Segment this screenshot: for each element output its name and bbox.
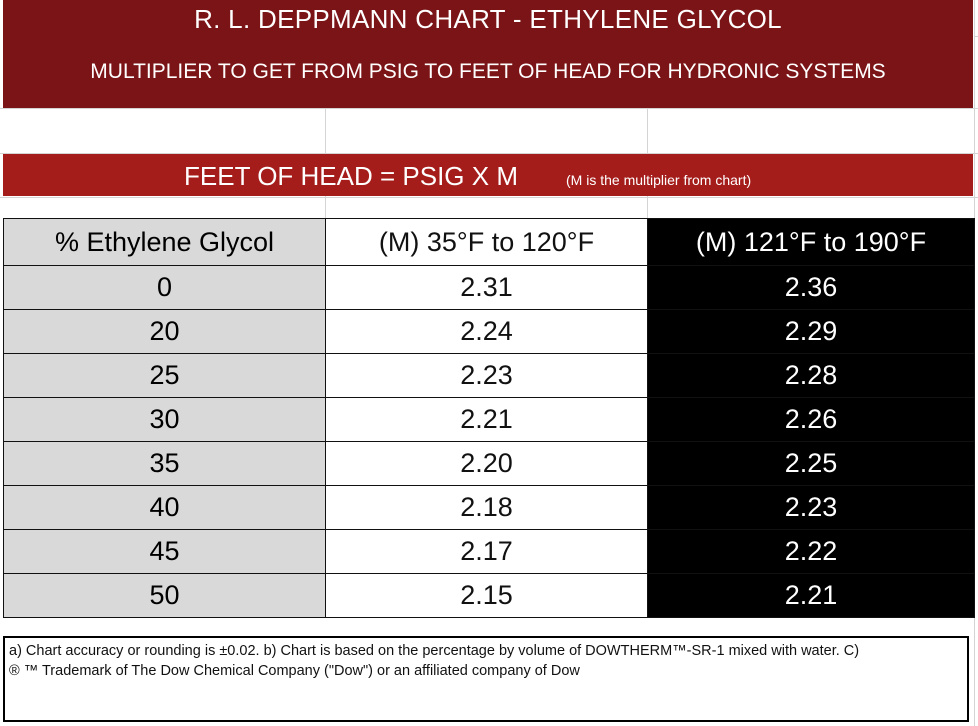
table-row: [4, 354, 975, 398]
grid-line: [974, 36, 978, 37]
grid-line: [0, 197, 978, 198]
high-temp-multiplier-cell: 2.25: [648, 442, 975, 486]
formula-banner: [3, 154, 973, 196]
grid-line: [0, 108, 978, 109]
table-row: [4, 442, 975, 486]
glycol-percent-cell: 45: [4, 530, 326, 574]
table-row: [4, 486, 975, 530]
high-temp-multiplier-cell: 2.36: [648, 266, 975, 310]
glycol-percent-cell: 40: [4, 486, 326, 530]
header-glycol-percent: % Ethylene Glycol: [4, 219, 326, 266]
footnote-box: [3, 636, 969, 722]
footnote-line-2: ® ™ Trademark of The Dow Chemical Company ("Dow") or an affiliated company of Dow: [9, 663, 580, 679]
footnote-line-1: a) Chart accuracy or rounding is ±0.02. b) Chart is based on the percentage by volume of DOWTHERM™-SR-1 mixed with water. C): [9, 643, 860, 659]
high-temp-multiplier-cell: 2.22: [648, 530, 975, 574]
low-temp-multiplier-cell: 2.21: [326, 398, 648, 442]
table-row: [4, 530, 975, 574]
glycol-percent-cell: 25: [4, 354, 326, 398]
low-temp-multiplier-cell: 2.17: [326, 530, 648, 574]
chart-subtitle: MULTIPLIER TO GET FROM PSIG TO FEET OF HEAD FOR HYDRONIC SYSTEMS: [90, 60, 886, 83]
table-row: [4, 266, 975, 310]
chart-title: R. L. DEPPMANN CHART - ETHYLENE GLYCOL: [194, 4, 782, 34]
glycol-percent-cell: 30: [4, 398, 326, 442]
table-header-row: [4, 219, 975, 266]
low-temp-multiplier-cell: 2.23: [326, 354, 648, 398]
high-temp-multiplier-cell: 2.23: [648, 486, 975, 530]
high-temp-multiplier-cell: 2.29: [648, 310, 975, 354]
low-temp-multiplier-cell: 2.24: [326, 310, 648, 354]
low-temp-multiplier-cell: 2.20: [326, 442, 648, 486]
header-high-temp-multiplier: (M) 121°F to 190°F: [648, 219, 975, 266]
table-row: [4, 398, 975, 442]
formula-note: (M is the multiplier from chart): [566, 172, 752, 188]
high-temp-multiplier-cell: 2.26: [648, 398, 975, 442]
glycol-percent-cell: 20: [4, 310, 326, 354]
glycol-percent-cell: 35: [4, 442, 326, 486]
header-low-temp-multiplier: (M) 35°F to 120°F: [326, 219, 648, 266]
glycol-percent-cell: 0: [4, 266, 326, 310]
glycol-percent-cell: 50: [4, 574, 326, 618]
high-temp-multiplier-cell: 2.28: [648, 354, 975, 398]
high-temp-multiplier-cell: 2.21: [648, 574, 975, 618]
formula-text: FEET OF HEAD = PSIG X M: [184, 161, 518, 191]
table-row: [4, 574, 975, 618]
title-banner: [3, 0, 973, 108]
multiplier-table: [3, 218, 975, 618]
low-temp-multiplier-cell: 2.31: [326, 266, 648, 310]
table-row: [4, 310, 975, 354]
low-temp-multiplier-cell: 2.15: [326, 574, 648, 618]
low-temp-multiplier-cell: 2.18: [326, 486, 648, 530]
